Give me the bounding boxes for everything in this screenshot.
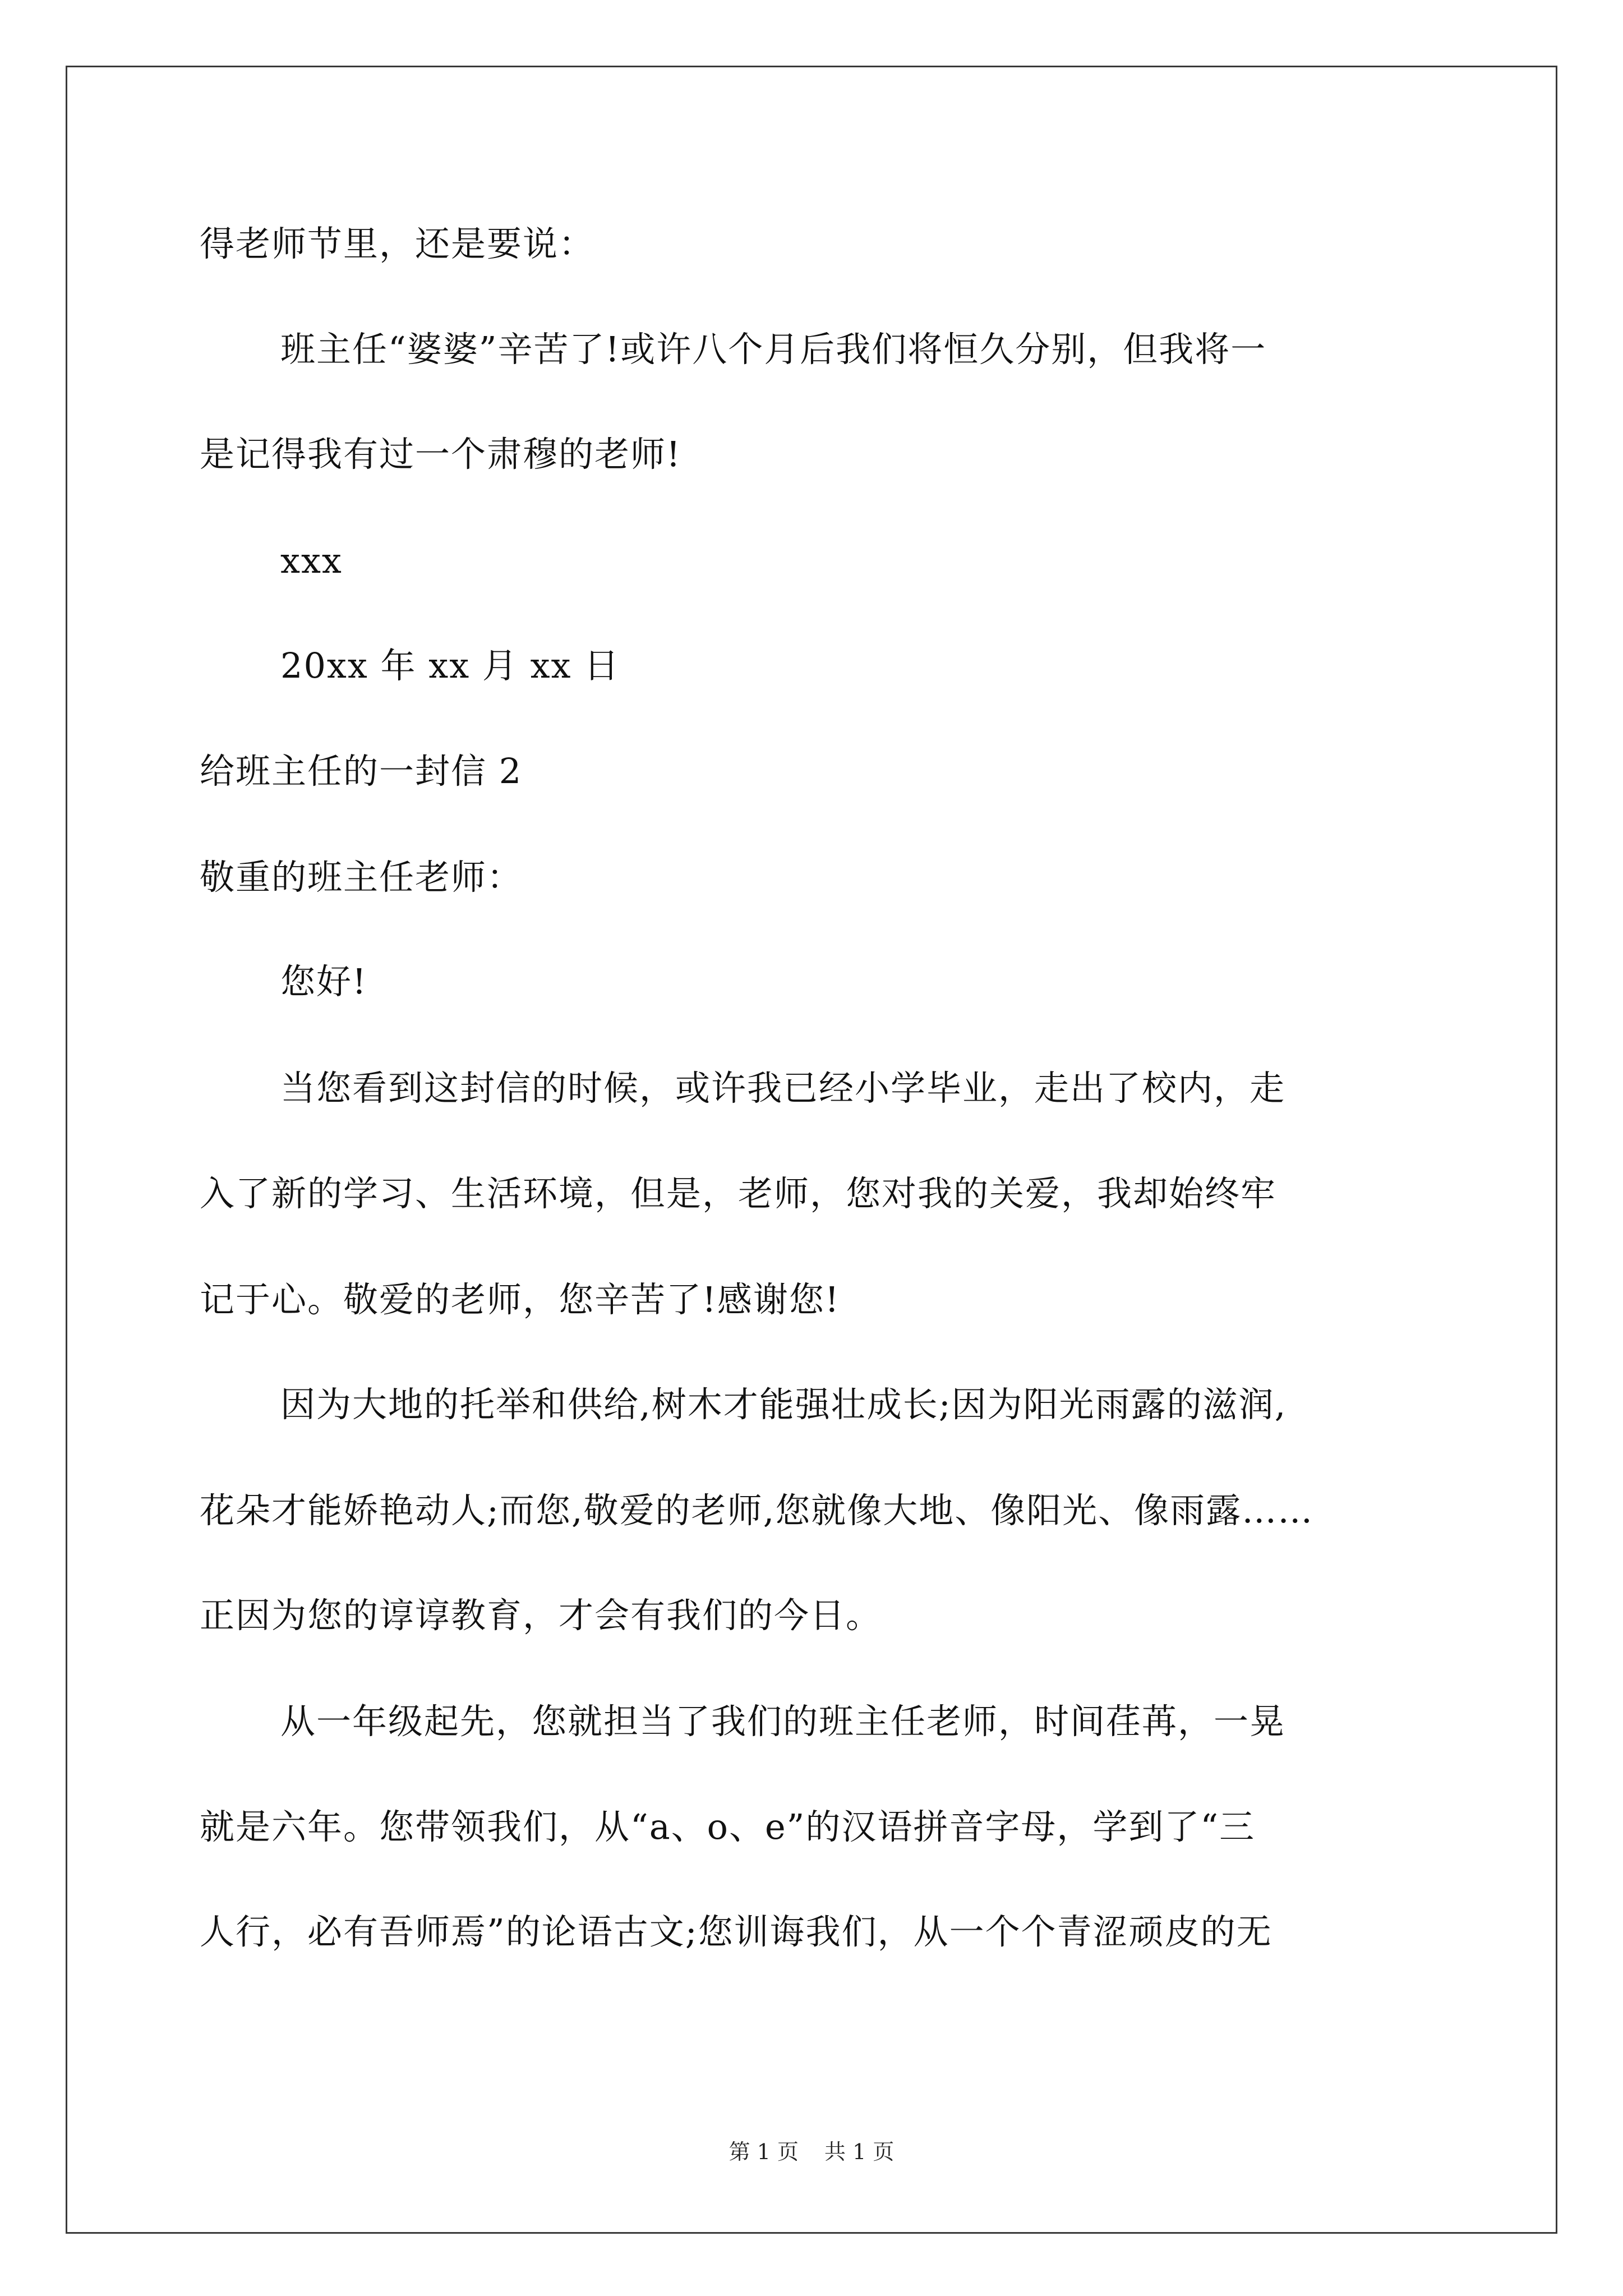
text-line: 班主任“婆婆”辛苦了!或许八个月后我们将恒久分别，但我将一 [280,329,1267,370]
page-number: 第 1 页 [728,2139,799,2164]
text-line: 记于心。敬爱的老师，您辛苦了!感谢您! [200,1279,840,1320]
greeting: 您好! [280,961,367,1002]
text-line: 当您看到这封信的时候，或许我已经小学毕业，走出了校内，走 [280,1068,1286,1108]
text-line: 正因为您的谆谆教育，才会有我们的今日。 [200,1595,882,1636]
text-line: 是记得我有过一个肃穆的老师! [200,434,681,475]
text-line: 得老师节里，还是要说： [200,223,595,264]
page-frame [66,66,1557,2234]
text-line: 因为大地的托举和供给,树木才能强壮成长;因为阳光雨露的滋润, [280,1384,1287,1425]
signature-name: xxx [280,540,343,581]
letter-date: 20xx 年 xx 月 xx 日 [280,645,620,686]
text-line: 人行，必有吾师焉”的论语古文;您训诲我们，从一个个青涩顽皮的无 [200,1911,1272,1952]
section-heading: 给班主任的一封信 2 [200,751,523,792]
text-line: 就是六年。您带领我们，从“a、o、e”的汉语拼音字母，学到了“三 [200,1806,1256,1847]
page-total: 共 1 页 [824,2139,895,2164]
text-line: 入了新的学习、生活环境，但是，老师，您对我的关爱，我却始终牢 [200,1173,1277,1214]
salutation: 敬重的班主任老师： [200,857,523,898]
text-line: 花朵才能娇艳动人;而您,敬爱的老师,您就像大地、像阳光、像雨露…… [200,1490,1314,1531]
text-line: 从一年级起先，您就担当了我们的班主任老师，时间荏苒，一晃 [280,1701,1286,1742]
page-footer [0,2138,1623,2165]
